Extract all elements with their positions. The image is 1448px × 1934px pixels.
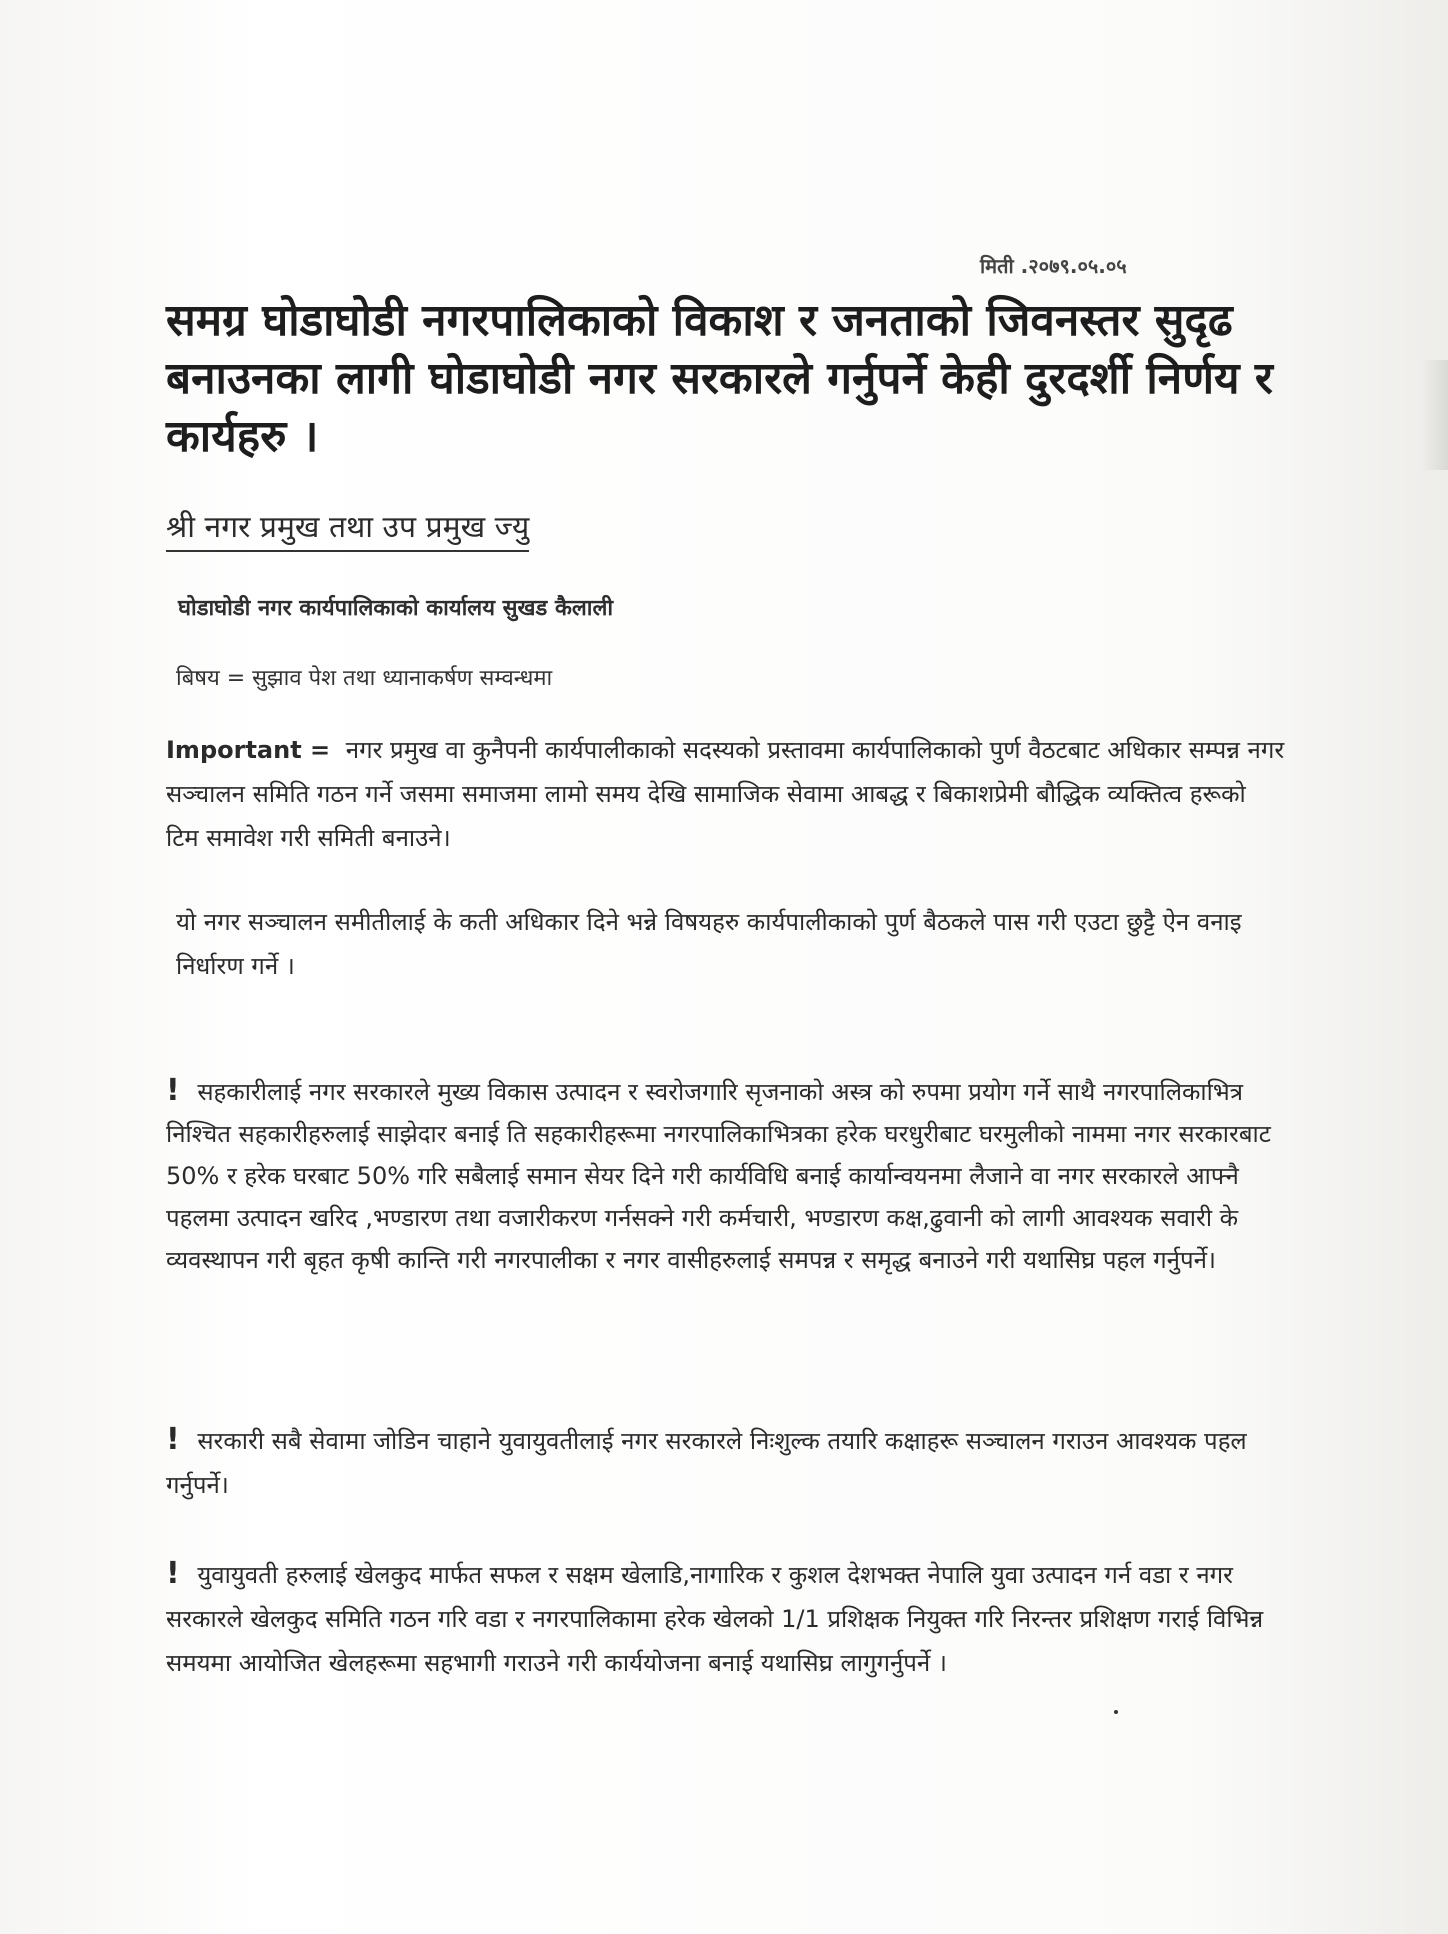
exclamation-bullet: ! bbox=[166, 1556, 180, 1591]
exclamation-bullet: ! bbox=[166, 1422, 180, 1457]
paragraph-text: सरकारी सबै सेवामा जोडिन चाहाने युवायुवतीलाई नगर सरकारले निःशुल्क तयारि कक्षाहरू सञ्चालन गराउन आवश्यक पहल गर्नुपर्ने। bbox=[166, 1427, 1247, 1499]
paragraph-text: नगर प्रमुख वा कुनैपनी कार्यपालीकाको सदस्यको प्रस्तावमा कार्यपालिकाको पुर्ण वैठटबाट अधिकार सम्पन्न नगर सञ्चालन समिति गठन गर्ने जसमा समाजमा लामो समय देखि सामाजिक सेवामा आबद्ध र बिकाशप्रेमी बौद्धिक व्यक्तित्व हरूको टिम समावेश गरी समिती बनाउने। bbox=[166, 736, 1285, 852]
paragraph-important bbox=[166, 728, 1286, 860]
paragraph-cooperatives bbox=[166, 1070, 1286, 1281]
paragraph-committee-authority bbox=[176, 900, 1296, 988]
exclamation-bullet: ! bbox=[166, 1073, 180, 1108]
paragraph-free-classes bbox=[166, 1418, 1286, 1507]
paragraph-text: यो नगर सञ्चालन समीतीलाई के कती अधिकार दिने भन्ने विषयहरु कार्यपालीकाको पुर्ण बैठकले पास गरी एउटा छुट्टै ऐन वनाइ निर्धारण गर्ने । bbox=[176, 908, 1242, 980]
paragraph-text: युवायुवती हरुलाई खेलकुद मार्फत सफल र सक्षम खेलाडि,नागारिक र कुशल देशभक्त नेपालि युवा उत्पादन गर्न वडा र नगर सरकारले खेलकुद समिति गठन गरि वडा र नगरपालिकामा हरेक खेलको 1/1 प्रशिक्षक नियुक्त गरि निरन्तर प्रशिक्षण गराई विभिन्न समयमा आयोजित खेलहरूमा सहभागी गराउने गरी कार्ययोजना बनाई यथासिघ्र लागुगर्नुपर्ने । bbox=[166, 1561, 1264, 1677]
document-date: मिती .२०७९.०५.०५ bbox=[980, 254, 1127, 278]
office-address: घोडाघोडी नगर कार्यपालिकाको कार्यालय सुखड कैलाली bbox=[178, 596, 614, 621]
salutation-line: श्री नगर प्रमुख तथा उप प्रमुख ज्यु bbox=[166, 508, 529, 552]
ink-dot bbox=[1114, 1710, 1118, 1714]
subject-line: बिषय = सुझाव पेश तथा ध्यानाकर्षण सम्वन्धमा bbox=[176, 666, 553, 691]
paper-edge-shadow bbox=[1422, 360, 1448, 470]
important-label: Important = bbox=[166, 736, 331, 764]
paragraph-sports bbox=[166, 1552, 1286, 1685]
paragraph-text: सहकारीलाई नगर सरकारले मुख्य विकास उत्पादन र स्वरोजगारि सृजनाको अस्त्र को रुपमा प्रयोग गर्ने साथै नगरपालिकाभित्र निश्चित सहकारीहरुलाई साझेदार बनाई ति सहकारीहरूमा नगरपालिकाभित्रका हरेक घरधुरीबाट घरमुलीको नाममा नगर सरकारबाट 50% र हरेक घरबाट 50% गरि सबैलाई समान सेयर दिने गरी कार्यविधि बनाई कार्यान्वयनमा लैजाने वा नगर सरकारले आफ्नै पहलमा उत्पादन खरिद ,भण्डारण तथा वजारीकरण गर्नसक्ने गरी कर्मचारी, भण्डारण कक्ष,ढुवानी को लागी आवश्यक सवारी के व्यवस्थापन गरी बृहत कृषी कान्ति गरी नगरपालीका र नगर वासीहरुलाई समपन्न र समृद्ध बनाउने गरी यथासिघ्र पहल गर्नुपर्ने। bbox=[166, 1078, 1271, 1274]
document-title: समग्र घोडाघोडी नगरपालिकाको विकाश र जनताको जिवनस्तर सुदृढ बनाउनका लागी घोडाघोडी नगर सरकारले गर्नुपर्ने केही दुरदर्शी निर्णय र कार्यहरु । bbox=[166, 295, 1273, 462]
